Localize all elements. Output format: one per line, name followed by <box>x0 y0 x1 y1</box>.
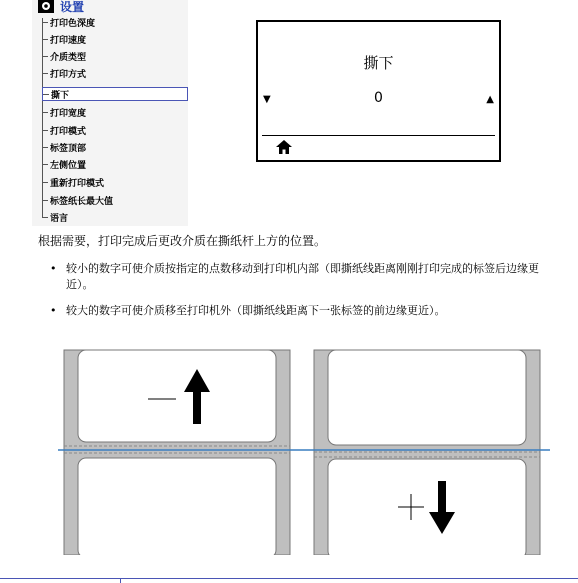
menu-item-label: 打印色深度 <box>50 18 96 29</box>
footer-column-divider <box>120 578 121 583</box>
footer-divider <box>0 578 578 579</box>
bullet-text: 较小的数字可使介质按指定的点数移动到打印机内部（即撕纸线距离刚刚打印完成的标签后边缘更近）。 <box>66 262 539 291</box>
right-media-illustration <box>314 350 540 559</box>
bullet-text: 较大的数字可使介质移至打印机外（即撕纸线距离下一张标签的前边缘更近）。 <box>66 304 446 317</box>
decrease-arrow-icon[interactable]: ▼ <box>263 94 271 105</box>
menu-item-label: 左侧位置 <box>50 160 87 171</box>
menu-item-label: 介质类型 <box>50 52 87 63</box>
menu-item-label: 重新打印模式 <box>50 178 105 189</box>
menu-item-label: 打印方式 <box>50 69 87 80</box>
increase-arrow-icon[interactable]: ▲ <box>486 94 494 105</box>
menu-item-label: 标签纸长最大值 <box>50 196 114 207</box>
menu-item-label: 打印宽度 <box>50 108 87 119</box>
menu-item-label: 标签顶部 <box>50 143 87 154</box>
display-value: 0 <box>374 90 383 106</box>
display-title: 撕下 <box>363 54 394 72</box>
left-media-illustration <box>64 350 290 558</box>
settings-title: 设置 <box>60 0 85 14</box>
menu-item-label: 撕下 <box>51 90 70 101</box>
menu-item-label: 打印模式 <box>50 126 87 137</box>
menu-item-label: 语言 <box>50 213 69 224</box>
menu-item-label: 打印速度 <box>50 35 87 46</box>
description-text: 根据需要，打印完成后更改介质在撕纸杆上方的位置。 <box>38 234 327 248</box>
